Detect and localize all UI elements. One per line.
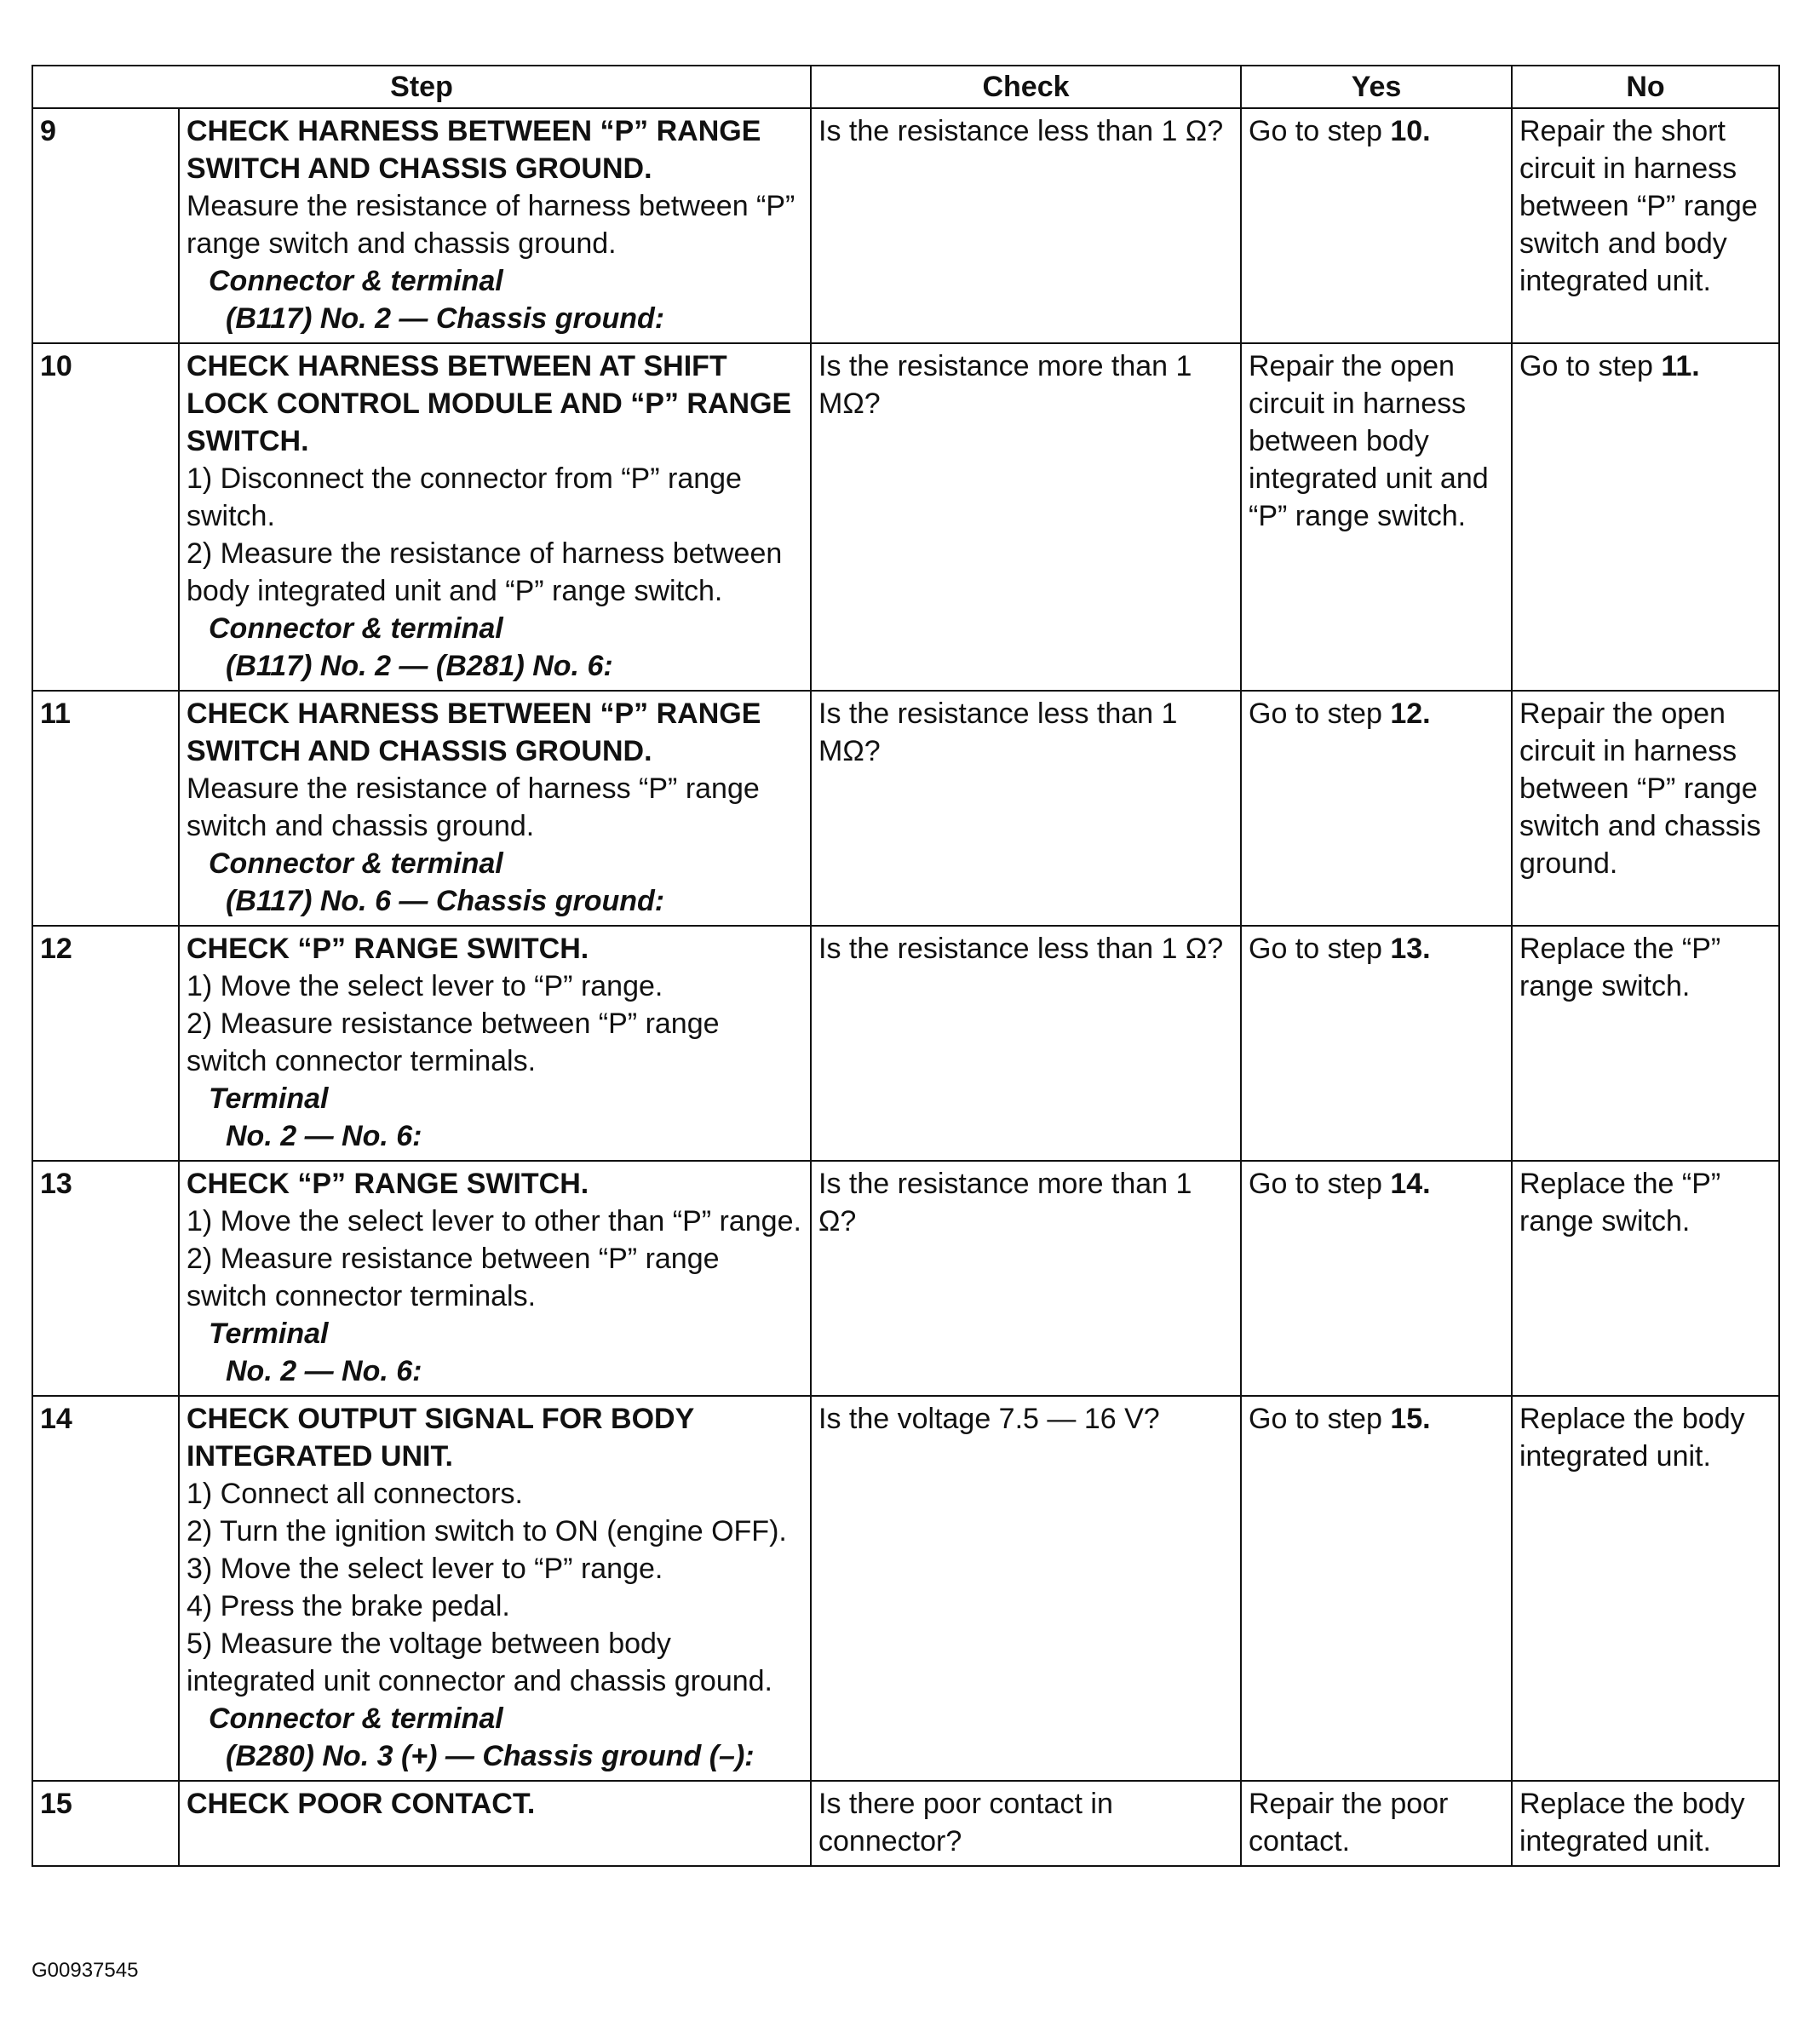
step-title: CHECK HARNESS BETWEEN “P” RANGE SWITCH AND CHASSIS GROUND. xyxy=(187,698,761,767)
connector-terminal: No. 2 — No. 6: xyxy=(226,1120,422,1152)
connector-terminal: (B117) No. 2 — (B281) No. 6: xyxy=(226,650,613,682)
step-description xyxy=(179,108,811,343)
yes-step-ref: 10. xyxy=(1390,115,1431,147)
connector-terminal: (B117) No. 2 — Chassis ground: xyxy=(226,302,665,335)
step-number: 10 xyxy=(32,343,179,691)
connector-label: Connector & terminal xyxy=(209,847,503,880)
no-step-ref: 11. xyxy=(1661,350,1700,382)
step-instruction: 5) Measure the voltage between body integrated unit connector and chassis ground. xyxy=(187,1628,773,1697)
figure-id: G00937545 xyxy=(32,1959,139,1982)
step-number: 9 xyxy=(32,108,179,343)
table-row xyxy=(32,691,1779,926)
yes-step-ref: 14. xyxy=(1390,1168,1431,1200)
table-header-row xyxy=(32,66,1779,108)
yes-action xyxy=(1241,1396,1512,1781)
table-row xyxy=(32,1396,1779,1781)
yes-action xyxy=(1241,926,1512,1161)
step-number: 15 xyxy=(32,1781,179,1866)
check-question: Is the voltage 7.5 — 16 V? xyxy=(811,1396,1241,1781)
step-description xyxy=(179,691,811,926)
step-instruction: 2) Turn the ignition switch to ON (engine OFF). xyxy=(187,1515,787,1547)
yes-step-ref: 12. xyxy=(1390,698,1431,730)
no-action xyxy=(1512,1781,1779,1866)
no-action xyxy=(1512,691,1779,926)
step-instruction: 1) Disconnect the connector from “P” range switch. xyxy=(187,462,742,532)
yes-action-text: Go to step xyxy=(1249,1403,1391,1435)
step-title: CHECK “P” RANGE SWITCH. xyxy=(187,933,589,965)
table-row xyxy=(32,1161,1779,1396)
connector-terminal: (B280) No. 3 (+) — Chassis ground (–): xyxy=(226,1740,755,1772)
step-instruction: Measure the resistance of harness between “P” range switch and chassis ground. xyxy=(187,190,795,260)
step-instruction: 3) Move the select lever to “P” range. xyxy=(187,1553,663,1585)
step-description xyxy=(179,1161,811,1396)
yes-action-text: Go to step xyxy=(1249,933,1391,965)
yes-action xyxy=(1241,1781,1512,1866)
step-description xyxy=(179,1781,811,1866)
step-instruction: 2) Measure the resistance of harness between body integrated unit and “P” range switch. xyxy=(187,537,783,607)
no-action-text: Repair the open circuit in harness between “P” range switch and chassis ground. xyxy=(1519,698,1761,880)
no-action xyxy=(1512,1161,1779,1396)
connector-label: Connector & terminal xyxy=(209,612,503,645)
table-row xyxy=(32,926,1779,1161)
header-yes: Yes xyxy=(1241,66,1512,108)
yes-action-text: Go to step xyxy=(1249,1168,1391,1200)
connector-label: Connector & terminal xyxy=(209,265,503,297)
check-question: Is the resistance less than 1 MΩ? xyxy=(811,691,1241,926)
header-step: Step xyxy=(32,66,811,108)
no-action-text: Replace the “P” range switch. xyxy=(1519,933,1721,1002)
step-title: CHECK “P” RANGE SWITCH. xyxy=(187,1168,589,1200)
step-instruction: 4) Press the brake pedal. xyxy=(187,1590,510,1622)
step-instruction: 1) Connect all connectors. xyxy=(187,1478,523,1510)
connector-terminal: No. 2 — No. 6: xyxy=(226,1355,422,1387)
step-description xyxy=(179,1396,811,1781)
no-action xyxy=(1512,926,1779,1161)
yes-step-ref: 13. xyxy=(1390,933,1431,965)
no-action-text: Replace the “P” range switch. xyxy=(1519,1168,1721,1237)
no-action xyxy=(1512,108,1779,343)
yes-action-text: Go to step xyxy=(1249,115,1391,147)
no-action-text: Replace the body integrated unit. xyxy=(1519,1403,1745,1473)
step-instruction: 1) Move the select lever to other than “P” range. xyxy=(187,1205,801,1237)
step-title: CHECK OUTPUT SIGNAL FOR BODY INTEGRATED UNIT. xyxy=(187,1403,694,1473)
no-action-text: Go to step xyxy=(1519,350,1662,382)
yes-step-ref: 15. xyxy=(1390,1403,1431,1435)
step-instruction: Measure the resistance of harness “P” range switch and chassis ground. xyxy=(187,772,760,842)
table-row xyxy=(32,108,1779,343)
yes-action xyxy=(1241,108,1512,343)
diagnostic-table xyxy=(32,65,1780,1867)
table-row xyxy=(32,1781,1779,1866)
connector-terminal: (B117) No. 6 — Chassis ground: xyxy=(226,885,665,917)
table-body xyxy=(32,108,1779,1866)
check-question: Is the resistance more than 1 Ω? xyxy=(811,1161,1241,1396)
step-description xyxy=(179,343,811,691)
step-title: CHECK POOR CONTACT. xyxy=(187,1788,536,1820)
step-description xyxy=(179,926,811,1161)
check-question: Is the resistance more than 1 MΩ? xyxy=(811,343,1241,691)
step-number: 13 xyxy=(32,1161,179,1396)
header-check: Check xyxy=(811,66,1241,108)
yes-action xyxy=(1241,691,1512,926)
connector-label: Terminal xyxy=(209,1082,329,1115)
yes-action xyxy=(1241,1161,1512,1396)
step-number: 14 xyxy=(32,1396,179,1781)
table-row xyxy=(32,343,1779,691)
check-question: Is the resistance less than 1 Ω? xyxy=(811,108,1241,343)
no-action xyxy=(1512,343,1779,691)
yes-action-text: Go to step xyxy=(1249,698,1391,730)
check-question: Is the resistance less than 1 Ω? xyxy=(811,926,1241,1161)
no-action-text: Repair the short circuit in harness between “P” range switch and body integrated unit. xyxy=(1519,115,1758,297)
header-no: No xyxy=(1512,66,1779,108)
connector-label: Terminal xyxy=(209,1318,329,1350)
step-number: 12 xyxy=(32,926,179,1161)
yes-action xyxy=(1241,343,1512,691)
yes-action-text: Repair the poor contact. xyxy=(1249,1788,1449,1857)
step-instruction: 1) Move the select lever to “P” range. xyxy=(187,970,663,1002)
step-instruction: 2) Measure resistance between “P” range switch connector terminals. xyxy=(187,1243,720,1312)
step-title: CHECK HARNESS BETWEEN “P” RANGE SWITCH AND CHASSIS GROUND. xyxy=(187,115,761,185)
no-action xyxy=(1512,1396,1779,1781)
no-action-text: Replace the body integrated unit. xyxy=(1519,1788,1745,1857)
connector-label: Connector & terminal xyxy=(209,1702,503,1735)
step-number: 11 xyxy=(32,691,179,926)
step-title: CHECK HARNESS BETWEEN AT SHIFT LOCK CONTROL MODULE AND “P” RANGE SWITCH. xyxy=(187,350,792,457)
yes-action-text: Repair the open circuit in harness between body integrated unit and “P” range switch. xyxy=(1249,350,1489,532)
step-instruction: 2) Measure resistance between “P” range switch connector terminals. xyxy=(187,1008,720,1077)
check-question: Is there poor contact in connector? xyxy=(811,1781,1241,1866)
